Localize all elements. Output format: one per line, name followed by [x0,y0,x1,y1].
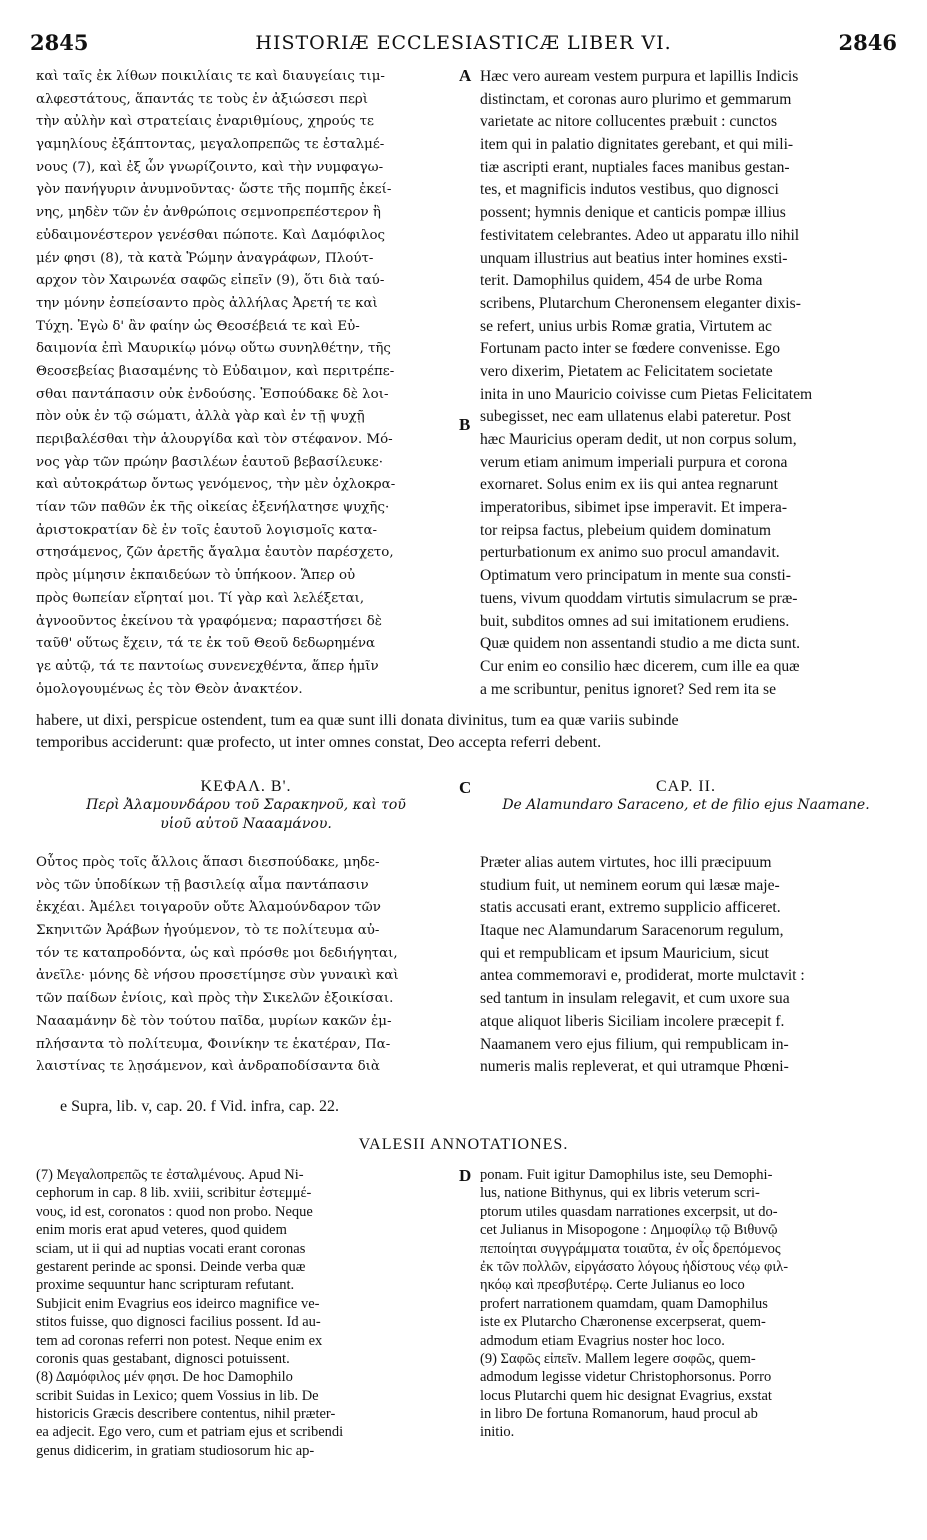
text-line: cephorum in cap. 8 lib. xviii, scribitur ἐστεμμέ- [36,1185,312,1202]
text-line: Præter alias autem virtutes, hoc illi præcipuum [480,854,772,871]
full-line: temporibus acciderunt: quæ profecto, ut inter omnes constat, Deo accepta referri debent. [36,734,602,751]
text-line: καὶ ταῖς ἐκ λίθων ποικιλίαις τε καὶ διαυγείαις τιμ- [36,69,385,84]
text-line: ἀγνοοῦντος ἐκείνου τὰ γραφόμενα; παραστήσει δὲ [36,613,382,629]
text-line: exornaret. Solus enim ex iis qui antea regnarunt [480,476,778,494]
text-line: Cur enim eo consilio hæc dicerem, cum ille ea quæ [480,657,800,675]
text-line: varietate ac nitore collucentes præbuit : cunctos [480,113,778,131]
text-line: Ναααμάνην δὲ τὸν τούτου παῖδα, μυρίων κακῶν ἐμ- [36,1013,392,1029]
text-line: lus, natione Bithynus, qui ex libris veterum scri- [480,1185,760,1202]
text-line: ταῦθ' οὕτως ἔχειν, τά τε ἐκ τοῦ Θεοῦ δεδωρημένα [36,636,376,652]
text-line: scribit Suidas in Lexico; quem Vossius in lib. De [36,1387,319,1404]
text-line: stitos fuisse, quo dignosci facilius possent. Id au- [36,1314,321,1331]
text-line: Quæ quidem non assentandi studio a me dicta sunt. [480,635,801,653]
text-line: unquam illustrius aut beatius inter homines exsti- [480,249,788,267]
chapter-title-latin: CAP. II. [655,778,716,795]
text-line: item qui in palatio dignitates gerebant, et qui mili- [480,136,794,154]
text-line: inita in uno Mauricio coivisse cum Pietas Felicitatem [480,385,813,403]
margin-letter-c: C [459,778,472,797]
text-line: πλήσαντα τὸ πολίτευμα, Φοινίκην τε ἑκατέραν, Πα- [36,1036,391,1052]
text-line: festivitatem celebrantes. Adeo ut apparatu illo nihil [480,226,800,244]
text-line: statis accusati erant, extremo supplicio afficeret. [480,899,781,917]
text-line: terit. Damophilus quidem, 454 de urbe Roma [480,272,763,290]
greek-text-chapter [36,852,456,1079]
text-line: πὸν οὐκ ἐν τῷ σώματι, ἀλλὰ γὰρ καὶ ἐν τῇ ψυχῇ [36,409,365,425]
text-line: subegisset, nec eam ullatenus elabi pateretur. Post [480,408,791,426]
text-line: αρχον τὸν Χαιρωνέα σαφῶς εἰπεῖν (9), ὅτι διὰ ταύ- [36,273,385,289]
text-line: initio. [480,1424,515,1441]
text-line: perturbationum ex animo suo procul amandavit. [480,544,780,562]
text-line: τῶν παίδων ἐνίοις, καὶ πρὸς τὴν Σικελῶν ἐξοικίσαι. [36,991,394,1007]
chapter-subtitle-latin: De Alamundaro Saraceno, et de filio ejus Naamane. [502,797,870,813]
chapter-title-greek: ΚΕΦΑΛ. Β'. [200,778,292,795]
annotations-title: VALESII ANNOTATIONES. [358,1136,569,1153]
text-line: ponam. Fuit igitur Damophilus iste, seu Demophi- [480,1167,773,1183]
running-header [30,30,897,60]
text-line: νος γὰρ τῶν πρώην βασιλέων ἑαυτοῦ βεβασίλευκε· [36,454,383,470]
full-line: habere, ut dixi, perspicue ostendent, tum ea quæ sunt illi donata divinitus, tum ea quæ variis subinde [36,712,679,729]
text-line: enim moris erat apud veteres, quod quidem [36,1222,287,1239]
chapter-subtitle-greek-1: Περὶ Ἀλαμουνδάρου τοῦ Σαρακηνοῦ, καὶ τοῦ [86,797,406,813]
text-line: ηκόῳ καὶ πρεσβυτέρῳ. Certe Julianus eo loco [480,1277,745,1294]
text-line: Σκηνιτῶν Ἀράβων ἡγούμενον, τὸ τε πολίτευμα αὐ- [36,923,380,939]
text-line: (7) Μεγαλοπρεπῶς τε ἐσταλμένους. Apud Ni- [36,1167,304,1183]
chapter-heading-greek [36,778,456,834]
text-line: εὐδαιμονέστερον γενέσθαι πώποτε. Καὶ Δαμόφιλος [36,227,386,243]
text-line: νους, id est, coronatos : quod non probo. Neque [36,1203,313,1220]
text-line: περιβαλέσθαι τὴν ἁλουργίδα καὶ τὸν στέφανον. Μό- [36,432,393,447]
text-line: ἐκ τῶν πολλῶν, εἰργάσατο λόγους ἡδίστους νέῳ φιλ- [480,1258,789,1275]
text-line: Hæc vero auream vestem purpura et lapillis Indicis [480,68,799,85]
text-line: scribens, Plutarchum Cheronensem eleganter dixis- [480,294,801,312]
text-line: ἀνεῖλε· μόνης δὲ νήσου προσετίμησε σὺν γυναικὶ καὶ [36,968,399,984]
text-line: Τύχη. Ἐγὼ δ' ἂν φαίην ὡς Θεοσέβειά τε καὶ Εὐ- [36,318,360,334]
text-line: τόν τε καταπροδόντα, ὡς καὶ πρόσθε μοι δεδιήγηται, [36,945,398,961]
text-line: tem ad coronas referri non potest. Neque enim ex [36,1332,323,1349]
page-number-left: 2845 [30,30,89,55]
text-line: στησάμενος, ζῶν ἀρετῆς ἄγαλμα ἑαυτὸν παρέσχετο, [36,545,394,561]
text-line: se refert, unius urbis Romæ gratia, Virtutem ac [480,317,772,335]
margin-letter-a: A [459,66,472,85]
text-line: Θεοσεβείας βιασαμένης τὸ Εὐδαιμον, καὶ περιτρέπε- [36,363,395,379]
text-line: profert narrationem quamdam, quam Damophilus [480,1295,768,1312]
text-line: atque aliquot liberis Siciliam incolere præcepit f. [480,1012,785,1030]
text-line: tor reipsa factus, plebeium quidem dominatum [480,521,772,539]
text-line: admodum legisse videtur Christophorsonus. Porro [480,1369,772,1386]
text-line: ptorum utiles quasdam narrationes excerpsit, ut do- [480,1203,778,1220]
text-line: antea commemoravi e, prodiderat, morte mulctavit : [480,967,805,985]
margin-letter-b: B [459,415,471,434]
text-line: tes, et magnificis indutos vestibus, quo dignosci [480,181,779,199]
text-line: ἐκχέαι. Ἀμέλει τοιγαροῦν οὔτε Ἀλαμούνδαρον τῶν [36,900,381,916]
text-line: Οὗτος πρὸς τοῖς ἄλλοις ἅπασι διεσπούδακε, μηδε- [36,855,380,870]
text-line: πρὸς μίμησιν ἐκπαιδεύων τὸ ὑπήκοον. Ἅπερ οὐ [36,568,356,584]
text-line: γὸν πανήγυριν ἀνυμνοῦντας· ὥστε τῆς πομπῆς ἐκεί- [36,182,392,198]
text-line: σθαι παντάπασιν οὐκ ἐνδούσης. Ἐσπούδακε δὲ λοι- [36,386,389,402]
text-line: νους (7), καὶ ἐξ ὧν γνωρίζοιντο, καὶ τὴν νυμφαγω- [36,159,384,175]
text-line: genus didicerim, in gratiam studiosorum hic ap- [36,1442,315,1459]
text-line: την μόνην ἐσπείσαντο πρὸς ἀλλήλας Ἀρετή τε καὶ [36,295,378,311]
chapter-heading-latin [480,778,892,815]
text-line: Naamanem vero ejus filium, qui rempublicam in- [480,1035,789,1053]
text-line: αλφεστάτους, ἅπαντάς τε τοὺς ἐν ἀξιώσεσι περὶ [36,91,369,107]
text-line: proxime sequuntur hanc scripturam refutant. [36,1277,295,1294]
text-line: locus Plutarchi quem hic designat Evagrius, exstat [480,1387,772,1404]
text-line: νης, μηδὲν τῶν ἐν ἀνθρώποις σεμνοπρεπέστερον ἢ [36,205,381,221]
text-line: tiæ ascripti erant, nuptiales faces manibus gestan- [480,158,790,176]
text-line: γαμηλίους ἐξάπτοντας, μεγαλοπρεπῶς τε ἐσταλμέ- [36,137,385,153]
text-line: admodum etiam Evagrius noster hoc loco. [480,1332,725,1349]
greek-text-top [36,66,456,701]
text-line: iste ex Plutarcho Chæronense excerpserat, quem- [480,1314,766,1331]
text-line: historicis Græcis describere contentus, nihil præter- [36,1406,336,1423]
text-line: μέν φησι (8), τὰ κατὰ Ῥώμην ἀναγράφων, Πλούτ- [36,250,374,266]
text-line: coronis quas gestabant, dignosci potuissent. [36,1350,290,1367]
chapter-subtitle-greek-2: υἱοῦ αὐτοῦ Ναααμάνου. [160,816,332,832]
text-line: verum etiam animum imperiali purpura et corona [480,453,788,471]
text-line: Subjicit enim Evagrius eos ideirco magnifice ve- [36,1295,320,1312]
footnotes: e Supra, lib. v, cap. 20. f Vid. infra, cap. 22. [60,1098,339,1115]
text-line: numeris malis repleverat, et qui utramque Phœni- [480,1058,789,1076]
text-line: sciam, ut ii qui ad nuptias vocati erant coronas [36,1240,306,1257]
text-line: in libro De fortuna Romanorum, haud procul ab [480,1406,758,1423]
text-line: νὸς τῶν ὑποδίκων τῇ βασιλείᾳ αἷμα παντάπασιν [36,877,369,893]
text-line: studium fuit, ut neminem eorum qui læsæ maje- [480,876,780,894]
text-line: καὶ αὐτοκράτωρ ὄντως γενόμενος, τὴν μὲν ὀχλοκρα- [36,477,396,493]
text-line: qui et rempublicam et ipsum Mauricium, sicut [480,944,769,962]
text-line: distinctam, et coronas auro plurimo et gemmarum [480,90,792,108]
text-line: ea adjecit. Ego vero, cum et patriam ejus et scribendi [36,1424,344,1441]
latin-text-chapter [480,852,892,1079]
full-width-text [36,710,896,754]
running-title: HISTORIÆ ECCLESIASTICÆ LIBER VI. [255,32,672,54]
text-line: imperatoribus, sibimet ipse imperavit. Et impera- [480,499,788,517]
text-line: a me scribuntur, penitus ignoret? Sed rem ita se [480,680,777,698]
text-line: gestarent perinde ac sponsi. Deinde verba quæ [36,1258,306,1275]
text-line: buit, subditos omnes ad sui imitationem erudiens. [480,612,790,630]
text-line: δαιμονία ἐπὶ Μαυρικίῳ μόνῳ οὕτω συνηλθέτην, τῆς [36,341,391,357]
text-line: (8) Δαμόφιλος μέν φησι. De hoc Damophilo [36,1369,293,1386]
text-line: Itaque nec Alamundarum Saracenorum regulum, [480,922,784,940]
text-line: ἀριστοκρατίαν δὲ ἐν τοῖς ἑαυτοῦ λογισμοῖς κατα- [36,522,378,538]
text-line: τίαν τῶν παθῶν ἐκ τῆς οἰκείας ἐξενήλατησε ψυχῆς· [36,500,390,516]
text-line: πρὸς θωπείαν εἴρηταί μοι. Τί γὰρ καὶ λελέξεται, [36,590,365,606]
text-line: Fortunam pacto inter se fœdere convenisse. Ego [480,340,781,358]
text-line: cet Julianus in Misopogone : Δημοφίλῳ τῷ Βιθυνῷ [480,1222,778,1239]
text-line: possent; hymnis denique et canticis pompæ illius [480,204,786,222]
annotations-right [480,1166,892,1442]
text-line: vero dixerim, Pietatem ac Felicitatem societate [480,362,773,380]
text-line: ὁμολογουμένως ἐς τὸν Θεὸν ἀνακτέον. [36,681,303,697]
text-line: λαιστίνας τε λῃσάμενον, καὶ ἀνδραποδίσαντα διὰ [36,1059,380,1075]
text-line: Optimatum vero principatum in mente sua consti- [480,567,791,585]
text-line: hæc Mauricius operam dedit, ut non corpus solum, [480,431,797,448]
text-line: πεποίηται συγγράμματα τοιαῦτα, ἐν οἷς δρεπόμενος [480,1240,781,1257]
text-line: tuens, vivum quoddam virtutis simulacrum se præ- [480,589,798,607]
text-line: sed tantum in insulam relegavit, et cum uxore sua [480,990,790,1008]
text-line: τὴν αὐλὴν καὶ στρατείαις ἐναριθμίους, χηρούς τε [36,114,374,130]
text-line: (9) Σαφῶς εἰπεῖν. Mallem legere σοφῶς, quem- [480,1350,756,1367]
text-line: γε αὐτῷ, τά τε παντοίως συνενεχθέντα, ἅπερ ἡμῖν [36,658,379,674]
page-number-right: 2846 [838,30,897,55]
annotations-left [36,1166,456,1460]
margin-letter-d: D [459,1166,472,1185]
latin-text-top [480,66,892,701]
